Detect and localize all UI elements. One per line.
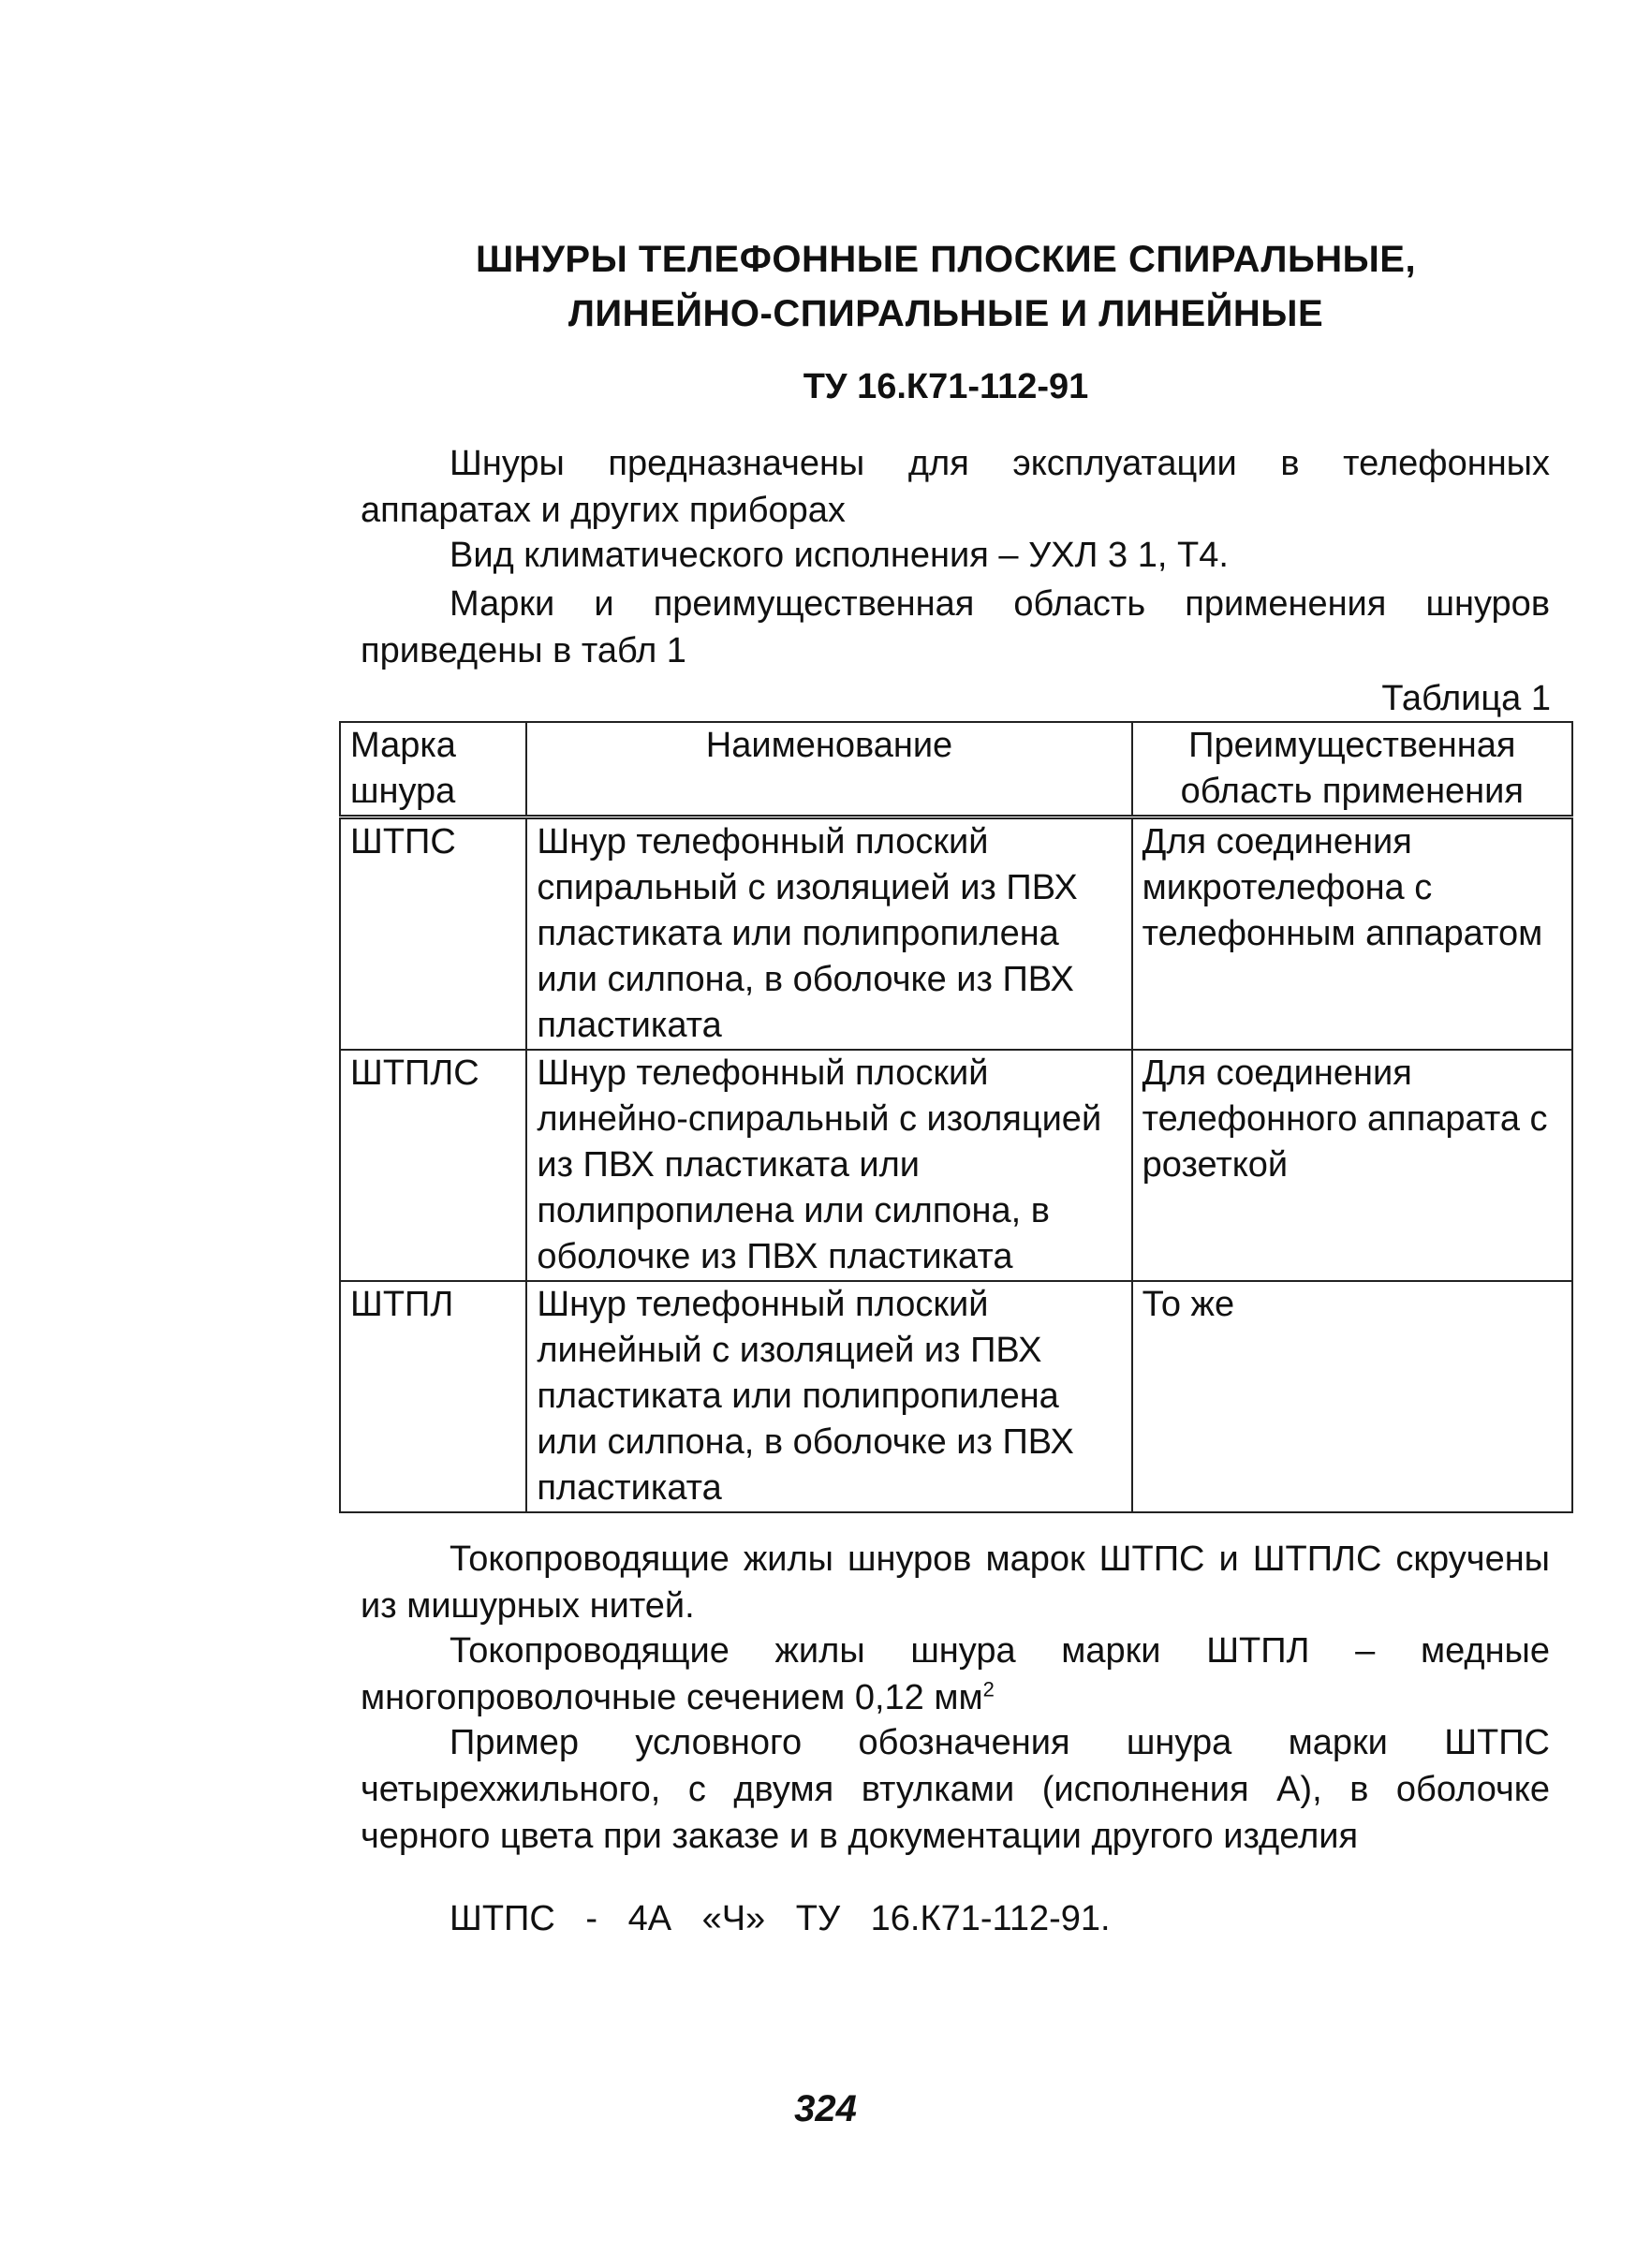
- intro-paragraph-2: [361, 532, 1550, 579]
- body-text-1: Токопроводящие жилы шнуров марок ШТПС и ШТПЛС скручены из мишурных нитей.: [361, 1539, 1550, 1626]
- standard-number: ТУ 16.К71-112-91: [803, 367, 1089, 406]
- document-title: [440, 232, 1452, 341]
- title-line-1: ШНУРЫ ТЕЛЕФОННЫЕ ПЛОСКИЕ СПИРАЛЬНЫЕ,: [475, 239, 1417, 280]
- body-text-2: [361, 1627, 1550, 1721]
- cell-name: Шнур телефонный плоский линейно-спиральный с изоляцией из ПВХ пластиката или полипропилена или силпона, в оболочке из ПВХ пластиката: [526, 1050, 1131, 1281]
- cell-mark: ШТПЛС: [340, 1050, 526, 1281]
- body-text-2-main: Токопроводящие жилы шнура марки ШТПЛ – медные многопроволочные сечением 0,12 мм: [361, 1631, 1550, 1717]
- title-line-2: ЛИНЕЙНО-СПИРАЛЬНЫЕ И ЛИНЕЙНЫЕ: [568, 293, 1324, 334]
- cell-area: Для соединения телефонного аппарата с розеткой: [1132, 1050, 1572, 1281]
- header-mark: Марка шнура: [340, 722, 526, 817]
- header-area: Преимущественная область применения: [1132, 722, 1572, 817]
- table-caption: Таблица 1: [1381, 679, 1551, 718]
- cell-mark: ШТПС: [340, 817, 526, 1051]
- intro-text-1: Шнуры предназначены для эксплуатации в телефонных аппаратах и других приборах: [361, 444, 1550, 530]
- page-number: 324: [794, 2088, 857, 2129]
- intro-text-3: Марки и преимущественная область применения шнуров приведены в табл 1: [361, 584, 1550, 670]
- table-row: [340, 817, 1572, 1051]
- body-paragraph-3: [361, 1719, 1550, 1860]
- cord-table: [339, 721, 1573, 1513]
- body-paragraph-2: [361, 1627, 1550, 1721]
- superscript-2: 2: [982, 1677, 995, 1701]
- intro-paragraph-3: [361, 581, 1550, 674]
- cell-name: Шнур телефонный плоский спиральный с изоляцией из ПВХ пластиката или полипропилена или силпона, в оболочке из ПВХ пластиката: [526, 817, 1131, 1051]
- intro-text-2: Вид климатического исполнения – УХЛ 3 1, Т4.: [450, 536, 1229, 575]
- intro-paragraph-1: [361, 440, 1550, 534]
- header-name: Наименование: [526, 722, 1131, 817]
- cell-mark: ШТПЛ: [340, 1281, 526, 1512]
- body-paragraph-1: [361, 1536, 1550, 1629]
- table-header-row: [340, 722, 1572, 817]
- body-text-3: Пример условного обозначения шнура марки ШТПС четырехжильного, с двумя втулками (исполнения А), в оболочке черного цвета при заказе и в документации другого изделия: [361, 1723, 1550, 1856]
- cell-area: Для соединения микротелефона с телефонным аппаратом: [1132, 817, 1572, 1051]
- table-row: [340, 1050, 1572, 1281]
- cell-area: То же: [1132, 1281, 1572, 1512]
- designation-example: ШТПС - 4А «Ч» ТУ 16.К71-112-91.: [450, 1899, 1111, 1938]
- table-row: [340, 1281, 1572, 1512]
- cell-name: Шнур телефонный плоский линейный с изоляцией из ПВХ пластиката или полипропилена или силпона, в оболочке из ПВХ пластиката: [526, 1281, 1131, 1512]
